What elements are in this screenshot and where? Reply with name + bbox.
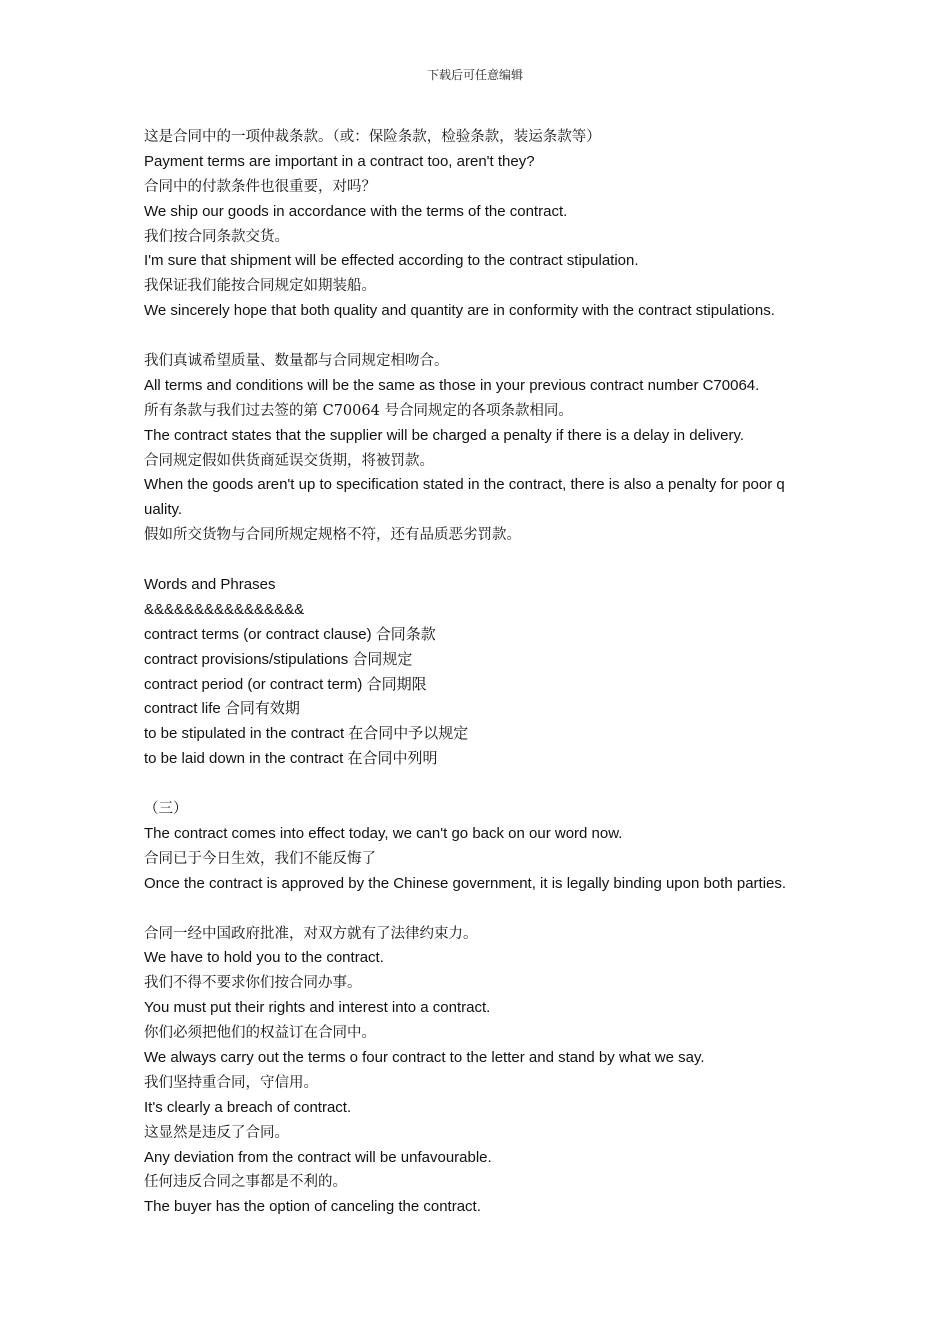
text-line: Words and Phrases [144,576,276,594]
text-line: uality. [144,501,183,519]
text-line: 合同已于今日生效，我们不能反悔了 [144,850,376,867]
text-line: 我们按合同条款交货。 [144,228,289,245]
text-line: （三） [144,801,188,818]
text-line: 这是合同中的一项仲裁条款。（或：保险条款，检验条款，装运条款等） [144,129,601,145]
text-line: We have to hold you to the contract. [144,949,384,967]
blank-line [144,897,814,922]
text-line: You must put their rights and interest into a contract. [144,999,491,1017]
text-line: All terms and conditions will be the same as those in your previous contract number C70064. [144,376,760,394]
text-line: 合同规定假如供货商延误交货期，将被罚款。 [144,452,434,469]
text-line: It's clearly a breach of contract. [144,1098,352,1116]
blank-line [144,324,814,349]
blank-line [144,548,814,573]
text-line: 这显然是违反了合同。 [144,1124,289,1141]
text-line: 任何违反合同之事都是不利的。 [144,1174,347,1191]
text-line: We sincerely hope that both quality and quantity are in conformity with the contract stipulations. [144,302,775,320]
text-line: to be stipulated in the contract 在合同中予以规定 [144,725,469,743]
text-line: 合同中的付款条件也很重要，对吗？ [144,178,376,195]
document-body [144,125,814,1220]
text-line: to be laid down in the contract 在合同中列明 [144,750,438,768]
text-line: 你们必须把他们的权益订在合同中。 [144,1025,376,1042]
text-line: 我们坚持重合同，守信用。 [144,1074,318,1091]
page-header: 下载后可任意编辑 [426,68,523,82]
text-line: contract provisions/stipulations 合同规定 [144,650,413,668]
text-line: 合同一经中国政府批准，对双方就有了法律约束力。 [144,925,478,942]
blank-line [144,772,814,797]
text-line: Once the contract is approved by the Chinese government, it is legally binding upon both parties. [144,874,787,892]
text-line: 我保证我们能按合同规定如期装船。 [144,278,376,295]
text-line: 我们不得不要求你们按合同办事。 [144,975,362,992]
text-line: When the goods aren't up to specification stated in the contract, there is also a penalty for poor q [144,476,785,494]
text-line: Payment terms are important in a contract too, aren't they? [144,152,535,170]
text-line: The contract states that the supplier will be charged a penalty if there is a delay in delivery. [144,426,745,444]
text-line: 我们真诚希望质量、数量都与合同规定相吻合。 [144,353,449,370]
text-line: We ship our goods in accordance with the terms of the contract. [144,202,568,220]
text-line: contract period (or contract term) 合同期限 [144,675,427,693]
text-line: Any deviation from the contract will be unfavourable. [144,1148,492,1166]
text-line: &&&&&&&&&&&&&&&& [144,600,305,618]
text-line: The buyer has the option of canceling the contract. [144,1198,481,1216]
text-line: contract life 合同有效期 [144,700,300,718]
text-line: The contract comes into effect today, we can't go back on our word now. [144,824,623,842]
text-line: We always carry out the terms o four contract to the letter and stand by what we say. [144,1048,705,1066]
text-line: contract terms (or contract clause) 合同条款 [144,625,436,643]
text-line: 所有条款与我们过去签的第 C70064 号合同规定的各项条款相同。 [144,402,573,419]
text-line: 假如所交货物与合同所规定规格不符，还有品质恶劣罚款。 [144,527,521,544]
text-line: I'm sure that shipment will be effected according to the contract stipulation. [144,252,639,270]
